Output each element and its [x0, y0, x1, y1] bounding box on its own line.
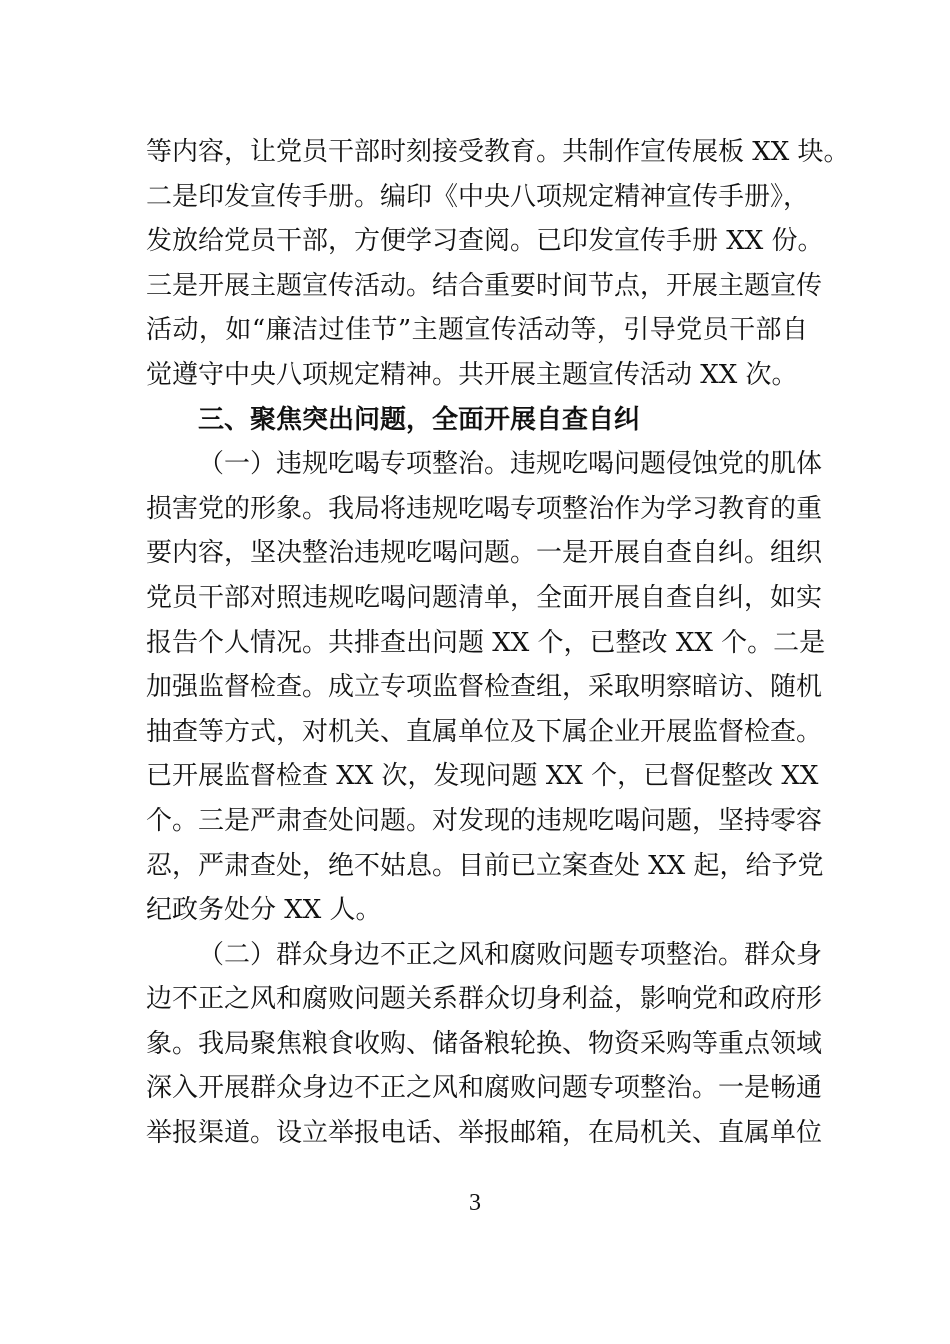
body-text-line: 边不正之风和腐败问题关系群众切身利益，影响党和政府形 — [146, 984, 823, 1015]
body-text-line: 忍，严肃查处，绝不姑息。目前已立案查处 XX 起，给予党 — [146, 850, 824, 881]
page-number: 3 — [469, 1190, 481, 1216]
body-text-line: 纪政务处分 XX 人。 — [146, 895, 382, 926]
body-text-line: 深入开展群众身边不正之风和腐败问题专项整治。一是畅通 — [146, 1073, 823, 1104]
subsection-lead-line: （二）群众身边不正之风和腐败问题专项整治。群众身 — [198, 939, 823, 970]
body-text-line: 党员干部对照违规吃喝问题清单，全面开展自查自纠，如实 — [146, 582, 823, 613]
body-text-line: 损害党的形象。我局将违规吃喝专项整治作为学习教育的重 — [146, 493, 823, 524]
body-text-line: 已开展监督检查 XX 次，发现问题 XX 个，已督促整改 XX — [146, 761, 819, 792]
subsection-lead-line: （一）违规吃喝专项整治。违规吃喝问题侵蚀党的肌体 — [198, 449, 823, 480]
body-text-line: 加强监督检查。成立专项监督检查组，采取明察暗访、随机 — [146, 672, 823, 703]
document-body — [146, 130, 850, 1156]
body-text-line: 等内容，让党员干部时刻接受教育。共制作宣传展板 XX 块。 — [146, 137, 850, 167]
body-text-line: 报告个人情况。共排查出问题 XX 个，已整改 XX 个。二是 — [146, 627, 826, 658]
body-text-line: 抽查等方式，对机关、直属单位及下属企业开展监督检查。 — [146, 716, 823, 747]
body-text-line: 活动，如“廉洁过佳节”主题宣传活动等，引导党员干部自 — [146, 315, 808, 346]
body-text-line: 个。三是严肃查处问题。对发现的违规吃喝问题，坚持零容 — [146, 805, 823, 836]
body-text-line: 发放给党员干部，方便学习查阅。已印发宣传手册 XX 份。 — [146, 226, 824, 257]
body-text-line: 象。我局聚焦粮食收购、储备粮轮换、物资采购等重点领域 — [146, 1028, 823, 1059]
body-text-line: 要内容，坚决整治违规吃喝问题。一是开展自查自纠。组织 — [146, 538, 823, 569]
section-heading: 三、聚焦突出问题，全面开展自查自纠 — [198, 404, 641, 435]
body-text-line: 觉遵守中央八项规定精神。共开展主题宣传活动 XX 次。 — [146, 359, 798, 390]
body-text-line: 三是开展主题宣传活动。结合重要时间节点，开展主题宣传 — [146, 270, 823, 301]
body-text-line: 二是印发宣传手册。编印《中央八项规定精神宣传手册》， — [146, 181, 810, 212]
body-text-line: 举报渠道。设立举报电话、举报邮箱，在局机关、直属单位 — [146, 1118, 823, 1149]
